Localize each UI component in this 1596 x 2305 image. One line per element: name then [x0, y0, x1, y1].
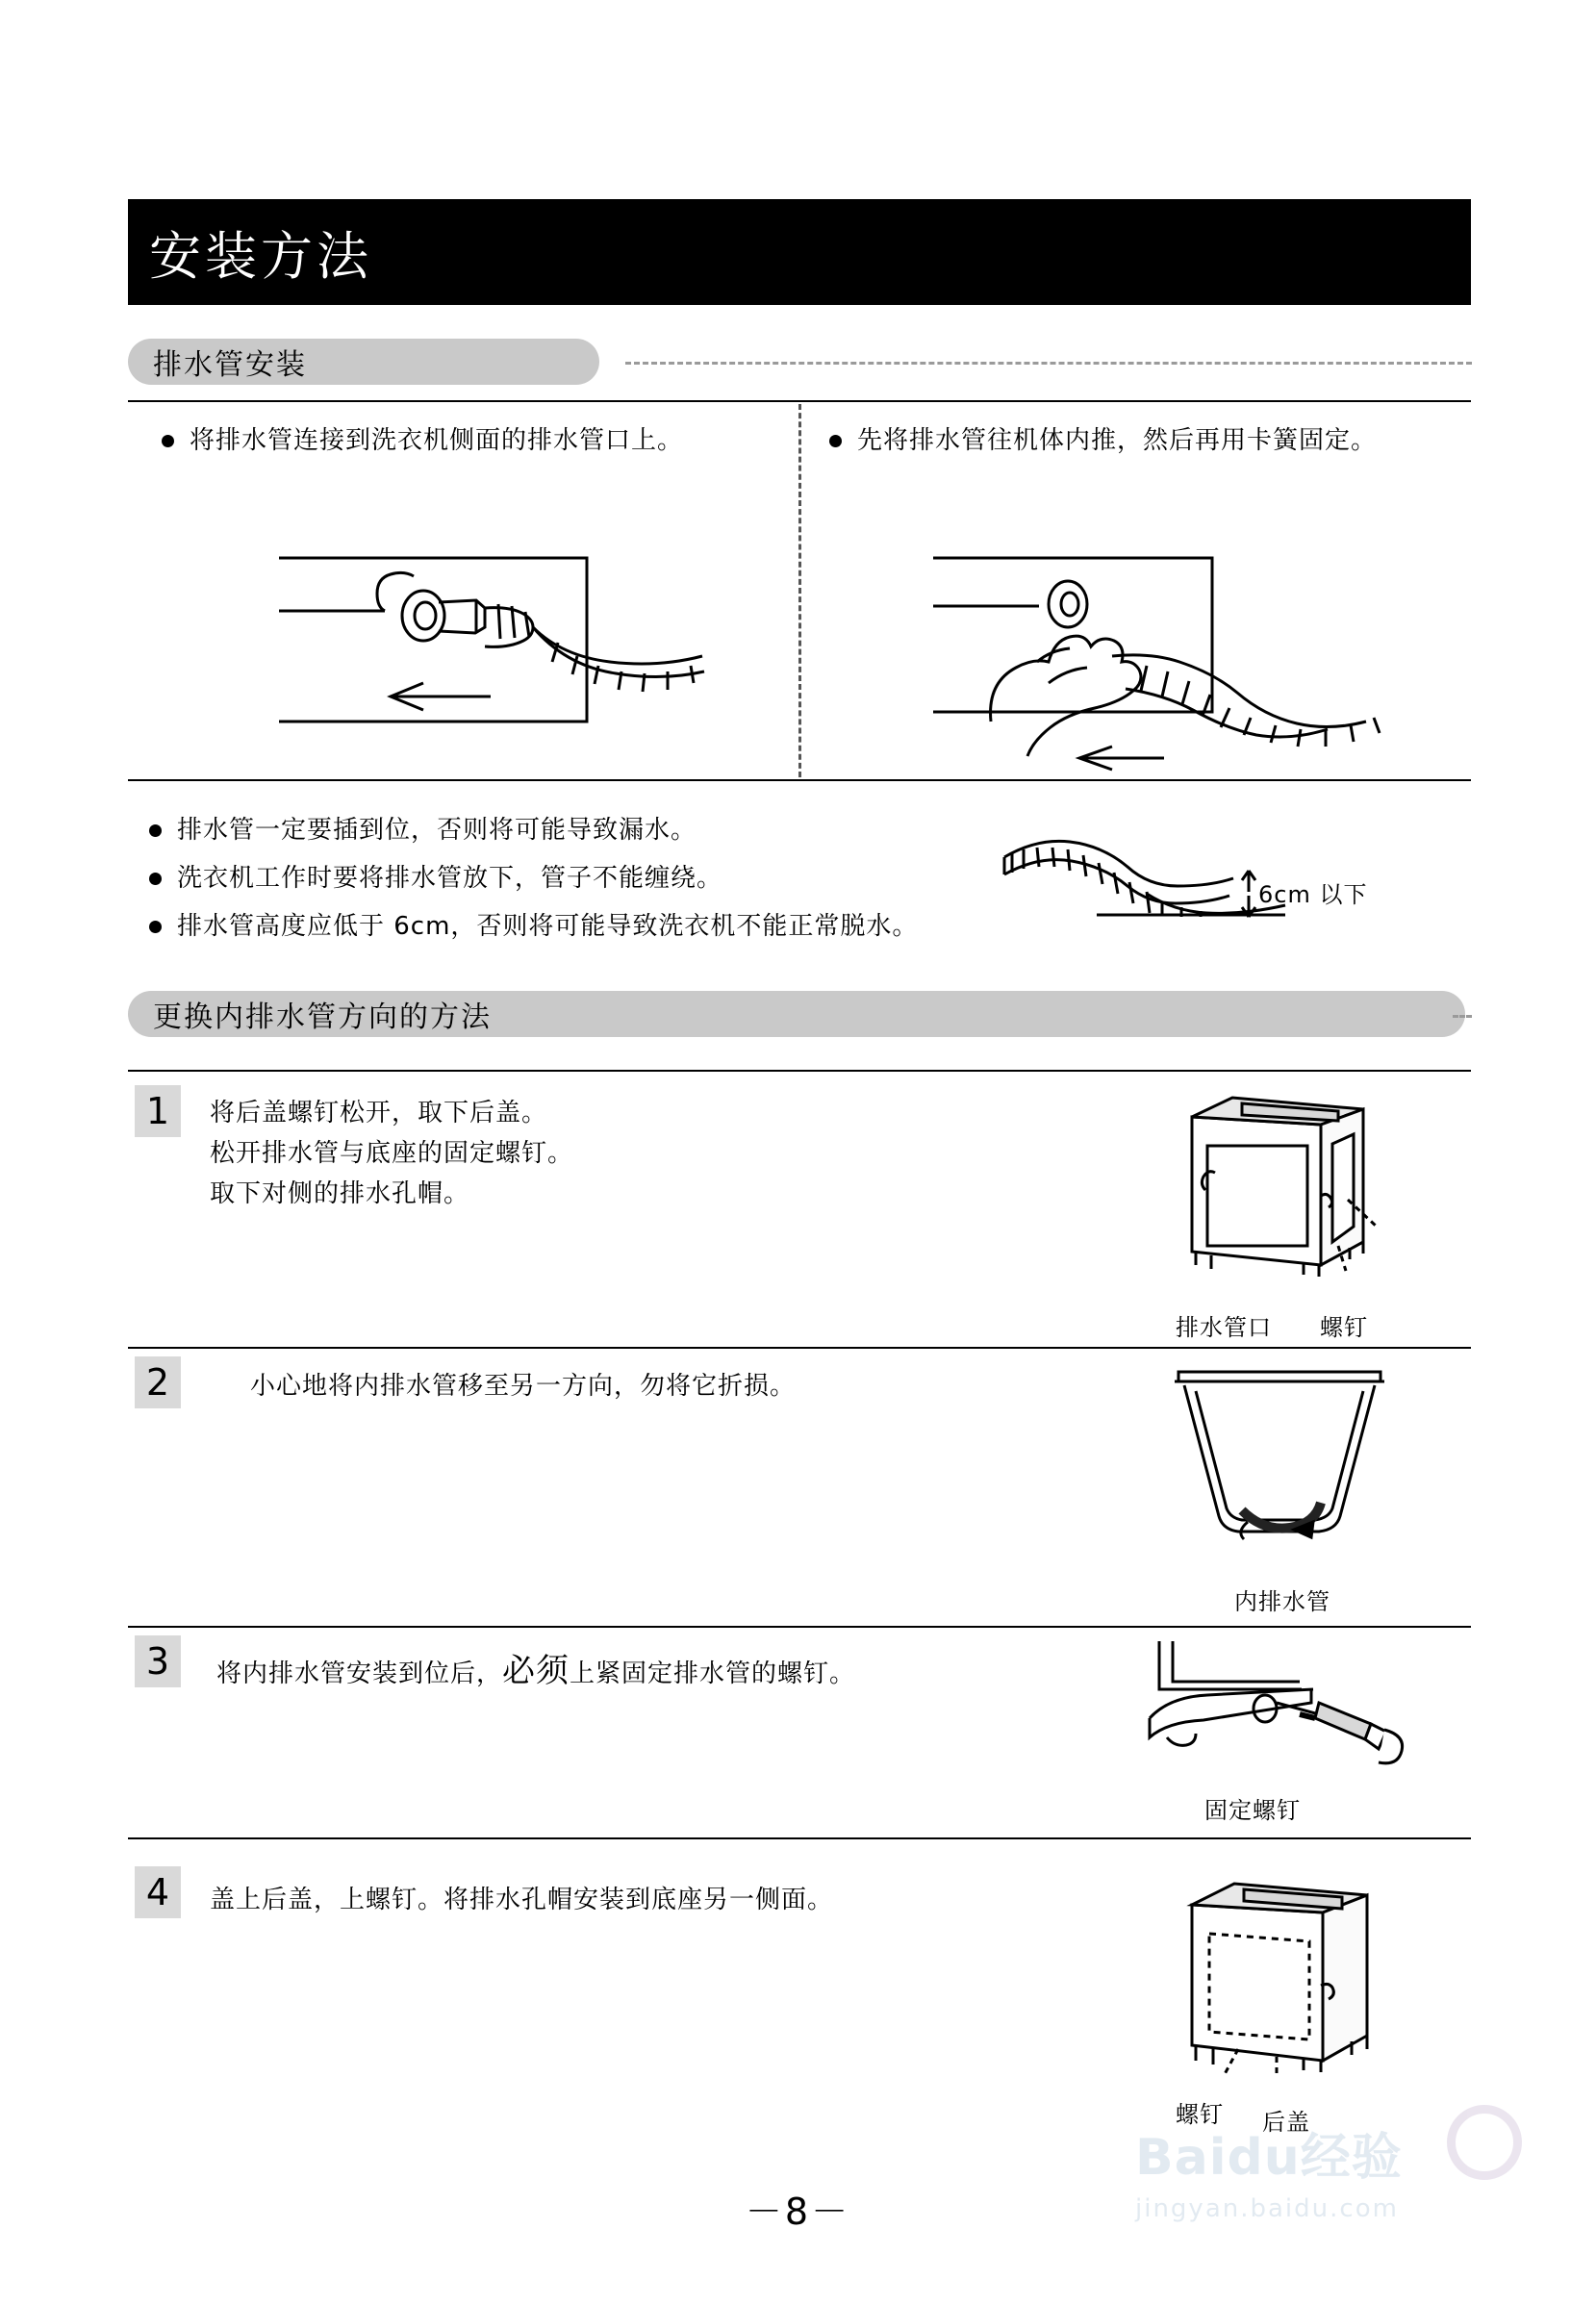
bullet-item: [829, 423, 1445, 458]
height-limit-label: 6cm 以下: [1258, 881, 1368, 908]
bullet-text: 将排水管连接到洗衣机侧面的排水管口上。: [190, 426, 684, 455]
figure-washer-back-panel: [1150, 1082, 1409, 1284]
step-line: 将内排水管安装到位后，必须上紧固定排水管的螺钉。: [216, 1652, 856, 1690]
rule: [128, 1626, 1471, 1628]
rule: [128, 1347, 1471, 1349]
section-header-drain-hose-install: [128, 339, 599, 385]
rule: [128, 400, 1471, 402]
step-text: [250, 1366, 962, 1406]
rule: [128, 1070, 1471, 1072]
step-line: 取下对侧的排水孔帽。: [210, 1179, 470, 1208]
bullet-dot-icon: [149, 873, 162, 885]
page-number: －8－: [745, 2191, 851, 2233]
watermark-url: jingyan.baidu.com: [1135, 2194, 1399, 2223]
section-divider-dashed: [625, 362, 1472, 365]
step3-caption-fixing-screw: 固定螺钉: [1204, 1797, 1301, 1824]
bullet-dot-icon: [829, 435, 842, 447]
figure-washer-reassembled: [1150, 1866, 1419, 2088]
section-header-label: 排水管安装: [153, 348, 307, 382]
bullet-text: 先将排水管往机体内推，然后再用卡簧固定。: [857, 426, 1378, 455]
note-text: 排水管高度应低于 6cm，否则将可能导致洗衣机不能正常脱水。: [177, 912, 919, 941]
step-number: 1: [135, 1085, 181, 1137]
figure-hose-push-right: [924, 519, 1462, 789]
bullet-dot-icon: [149, 921, 162, 933]
step-number: 2: [135, 1356, 181, 1408]
note-item: [149, 813, 899, 848]
section-header-label: 更换内排水管方向的方法: [153, 1001, 492, 1034]
note-item: [149, 861, 899, 896]
figure-hose-connect-left: [269, 519, 808, 789]
note-text: 排水管一定要插到位，否则将可能导致漏水。: [177, 816, 697, 845]
section-divider-dashed-small: [1453, 1015, 1472, 1018]
figure-inner-drain-hose: [1150, 1366, 1409, 1558]
step-line: 松开排水管与底座的固定螺钉。: [210, 1139, 574, 1168]
step4-caption-screw: 螺钉: [1176, 2101, 1224, 2128]
watermark-brand: Baidu经验: [1135, 2129, 1403, 2187]
section-header-change-inner-hose-direction: [128, 991, 1465, 1037]
step-line: 将后盖螺钉松开，取下后盖。: [210, 1099, 548, 1127]
step-text-emphasis: 必须: [502, 1652, 570, 1690]
step-text: [216, 1651, 967, 1694]
step-text: [210, 1093, 883, 1214]
step2-caption-inner-hose: 内排水管: [1234, 1588, 1330, 1615]
rule: [128, 1837, 1471, 1839]
page-title-bar: [128, 199, 1471, 305]
step4-caption-back-cover: 后盖: [1262, 2109, 1310, 2136]
step-line: 盖上后盖，上螺钉。将排水孔帽安装到底座另一侧面。: [210, 1886, 834, 1914]
bullet-dot-icon: [149, 824, 162, 837]
step-number: 4: [135, 1866, 181, 1918]
bullet-item: [162, 423, 700, 458]
step-text: [210, 1880, 979, 1920]
step1-caption-drain-port: 排水管口: [1176, 1314, 1272, 1341]
step-number: 3: [135, 1635, 181, 1687]
note-item: [149, 909, 967, 944]
watermark-ball-icon: [1447, 2105, 1522, 2180]
step-line: 小心地将内排水管移至另一方向，勿将它折损。: [250, 1372, 797, 1401]
note-text: 洗衣机工作时要将排水管放下，管子不能缠绕。: [177, 864, 723, 893]
figure-tighten-screw: [1130, 1635, 1419, 1809]
bullet-dot-icon: [162, 435, 174, 447]
page-title: 安装方法: [149, 225, 372, 287]
step1-caption-screw: 螺钉: [1320, 1314, 1368, 1341]
